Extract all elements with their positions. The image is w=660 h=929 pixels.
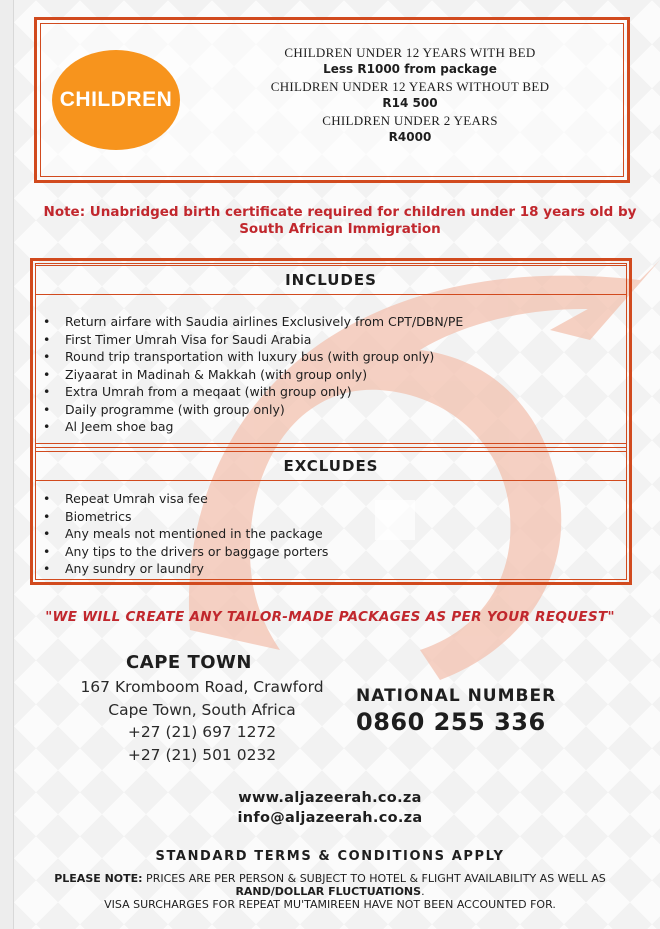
bullet-icon: • <box>43 491 51 506</box>
bullet-icon: • <box>43 419 51 434</box>
list-item <box>39 543 328 561</box>
includes-heading: INCLUDES <box>35 265 627 295</box>
list-item-text: Biometrics <box>65 508 132 524</box>
office-city: CAPE TOWN <box>126 652 252 673</box>
birth-certificate-note: Note: Unabridged birth certificate required for children under 18 years old by South African Immigration <box>43 204 637 237</box>
list-item <box>39 348 463 366</box>
national-number-block <box>356 686 586 736</box>
list-item <box>39 366 463 384</box>
contact-links <box>0 788 660 828</box>
fine-print <box>40 872 620 911</box>
child-category-1: CHILDREN UNDER 12 YEARS WITH BED <box>284 45 536 60</box>
office-address-line-2: Cape Town, South Africa <box>108 700 296 719</box>
fine-print-emphasis: RAND/DOLLAR FLUCTUATIONS <box>235 885 422 898</box>
fine-print-label: PLEASE NOTE: <box>54 872 143 885</box>
list-item <box>39 313 463 331</box>
website-link[interactable]: www.aljazeerah.co.za <box>238 790 422 806</box>
list-item-text: Round trip transportation with luxury bus (with group only) <box>65 349 435 364</box>
list-item <box>39 490 328 508</box>
list-item <box>39 418 463 436</box>
list-item-text: First Timer Umrah Visa for Saudi Arabia <box>65 331 312 347</box>
bullet-icon: • <box>43 401 51 417</box>
list-item <box>39 508 328 526</box>
office-phone-2[interactable]: +27 (21) 501 0232 <box>127 745 277 764</box>
child-category-3: CHILDREN UNDER 2 YEARS <box>322 113 498 128</box>
bullet-icon: • <box>43 384 51 399</box>
office-phone-1[interactable]: +27 (21) 697 1272 <box>127 723 277 741</box>
child-price-3: R4000 <box>388 130 432 144</box>
list-item-text: Repeat Umrah visa fee <box>65 491 208 506</box>
list-item <box>39 401 463 419</box>
list-item <box>39 560 328 578</box>
list-item-text: Any tips to the drivers or baggage porters <box>65 543 329 559</box>
children-price-list <box>210 44 610 146</box>
bullet-icon: • <box>43 561 51 576</box>
children-badge: CHILDREN <box>52 50 180 150</box>
excludes-heading: EXCLUDES <box>35 451 627 481</box>
tailor-made-tagline: "WE WILL CREATE ANY TAILOR-MADE PACKAGES AS PER YOUR REQUEST" <box>45 609 615 625</box>
list-item <box>39 525 328 543</box>
list-item-text: Ziyaarat in Madinah & Makkah (with group only) <box>65 366 368 382</box>
includes-excludes-box <box>30 258 632 585</box>
list-item <box>39 383 463 401</box>
excludes-list <box>39 490 328 578</box>
child-price-2: R14 500 <box>382 96 438 110</box>
email-link[interactable]: info@aljazeerah.co.za <box>237 810 423 826</box>
list-item-text: Any meals not mentioned in the package <box>65 526 323 541</box>
fine-print-text-1: PRICES ARE PER PERSON & SUBJECT TO HOTEL & FLIGHT AVAILABILITY AS WELL AS <box>142 872 606 885</box>
fine-print-line-1 <box>40 872 620 898</box>
bullet-icon: • <box>43 314 51 329</box>
bullet-icon: • <box>43 526 51 541</box>
list-item-text: Return airfare with Saudia airlines Exclusively from CPT/DBN/PE <box>65 314 464 329</box>
terms-heading: STANDARD TERMS & CONDITIONS APPLY <box>155 849 505 864</box>
national-number-label: NATIONAL NUMBER <box>356 686 557 706</box>
section-divider <box>35 443 627 444</box>
bullet-icon: • <box>43 543 51 559</box>
list-item-text: Extra Umrah from a meqaat (with group only) <box>65 384 352 399</box>
list-item <box>39 331 463 349</box>
bullet-icon: • <box>43 331 51 347</box>
cape-town-office <box>52 652 352 766</box>
fine-print-line-2: VISA SURCHARGES FOR REPEAT MU'TAMIREEN HAVE NOT BEEN ACCOUNTED FOR. <box>104 898 556 911</box>
list-item-text: Any sundry or laundry <box>65 561 204 576</box>
child-category-2: CHILDREN UNDER 12 YEARS WITHOUT BED <box>270 79 550 94</box>
bullet-icon: • <box>43 508 51 524</box>
bullet-icon: • <box>43 349 51 364</box>
list-item-text: Al Jeem shoe bag <box>65 419 174 434</box>
list-item-text: Daily programme (with group only) <box>65 401 285 417</box>
fine-print-text-2: . <box>421 885 425 898</box>
child-price-1: Less R1000 from package <box>323 62 497 76</box>
section-divider <box>35 447 627 448</box>
office-address-line-1: 167 Kromboom Road, Crawford <box>80 678 324 696</box>
includes-list <box>39 313 463 436</box>
national-number-value[interactable]: 0860 255 336 <box>356 708 546 736</box>
bullet-icon: • <box>43 366 51 382</box>
